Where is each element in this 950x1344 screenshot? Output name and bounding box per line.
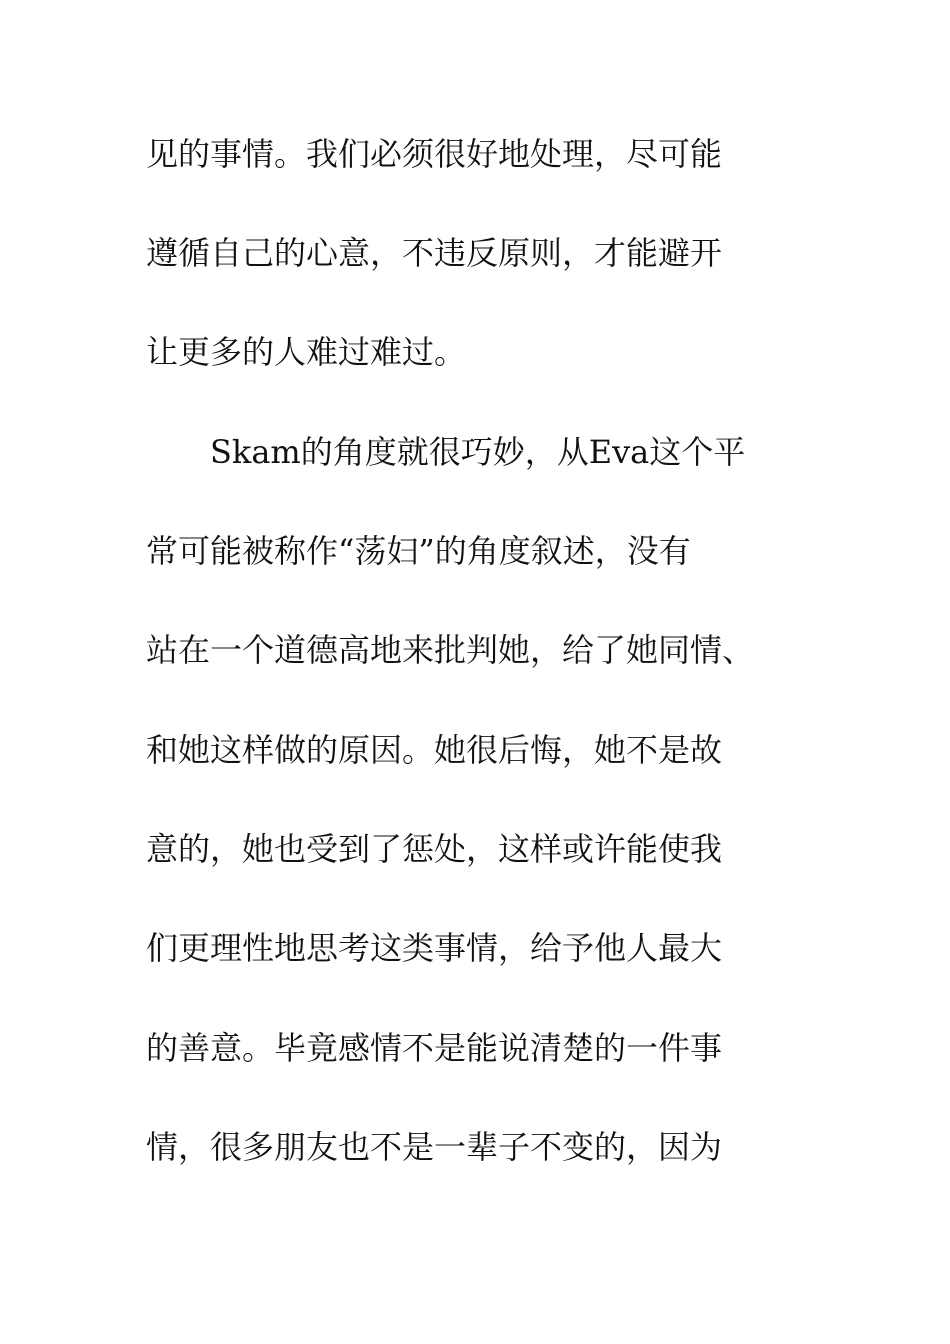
text-line: 见的事情。我们必须很好地处理，尽可能	[146, 135, 723, 173]
text-line: 情，很多朋友也不是一辈子不变的，因为	[146, 1128, 723, 1166]
text-line: 让更多的人难过难过。	[146, 333, 467, 371]
text-line: 和她这样做的原因。她很后悔，她不是故	[146, 731, 723, 769]
text-line: 的善意。毕竟感情不是能说清楚的一件事	[146, 1029, 723, 1067]
text-line: 遵循自己的心意，不违反原则，才能避开	[146, 234, 723, 272]
text-line: 意的，她也受到了惩处，这样或许能使我	[146, 830, 723, 868]
text-line: 站在一个道德高地来批判她，给了她同情、	[146, 631, 755, 669]
text-line: 常可能被称作“荡妇”的角度叙述，没有	[146, 532, 691, 570]
text-line: Skam的角度就很巧妙，从Eva这个平	[146, 433, 746, 471]
text-line: 们更理性地思考这类事情，给予他人最大	[146, 929, 723, 967]
